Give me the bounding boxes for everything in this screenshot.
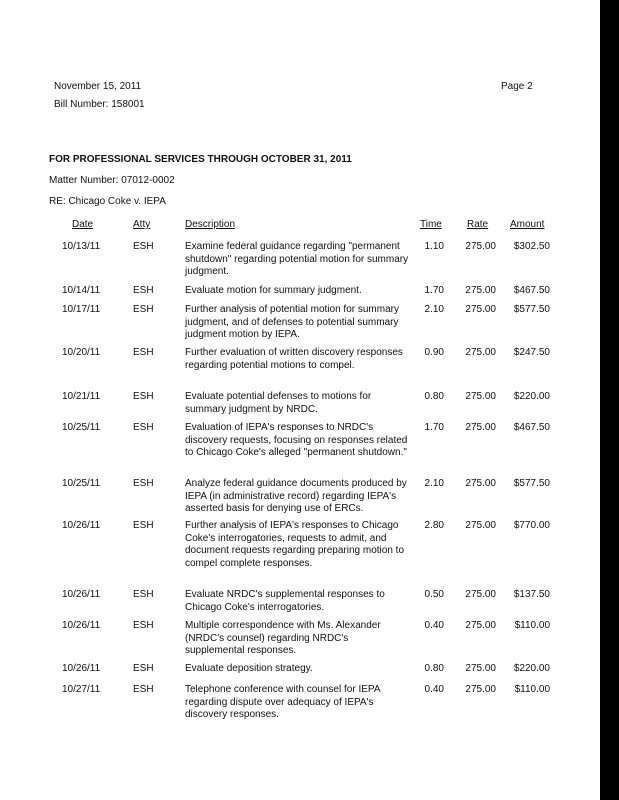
entry-atty: ESH xyxy=(133,285,154,296)
entry-amount: $220.00 xyxy=(513,391,550,402)
entry-description: Evaluate NRDC's supplemental responses to Chicago Coke's interrogatories. xyxy=(185,589,385,613)
entry-atty: ESH xyxy=(133,347,154,358)
bill-number: Bill Number: 158001 xyxy=(54,99,145,110)
entry-description: Evaluate potential defenses to motions for summary judgment by NRDC. xyxy=(185,391,372,415)
entry-rate: 275.00 xyxy=(465,285,496,296)
entry-date: 10/26/11 xyxy=(62,663,101,674)
entry-amount: $577.50 xyxy=(513,478,550,489)
entry-rate: 275.00 xyxy=(465,589,496,600)
entry-time: 0.40 xyxy=(424,684,444,695)
entry-amount: $247.50 xyxy=(513,347,550,358)
entry-time: 2.10 xyxy=(424,478,444,489)
entry-description: Analyze federal guidance documents produced by IEPA (in administrative record) regarding IEPA's asserted basis for denying use of ERCs. xyxy=(185,478,407,514)
entry-amount: $467.50 xyxy=(513,285,550,296)
entry-rate: 275.00 xyxy=(465,684,496,695)
entry-time: 1.70 xyxy=(424,422,444,433)
entry-date: 10/14/11 xyxy=(62,285,101,296)
entry-date: 10/25/11 xyxy=(62,478,101,489)
col-header-rate: Rate xyxy=(467,219,489,230)
col-header-atty: Atty xyxy=(133,219,151,230)
entry-description: Further analysis of IEPA's responses to Chicago Coke's interrogatories, requests to admit, and document requests regarding preparing motion to compel complete responses. xyxy=(185,520,405,569)
page-number: Page 2 xyxy=(501,81,533,92)
section-title: FOR PROFESSIONAL SERVICES THROUGH OCTOBER 31, 2011 xyxy=(49,154,352,165)
matter-number: Matter Number: 07012-0002 xyxy=(49,175,175,186)
entry-time: 0.80 xyxy=(424,663,444,674)
entry-date: 10/20/11 xyxy=(62,347,101,358)
entry-rate: 275.00 xyxy=(465,620,496,631)
col-header-date: Date xyxy=(72,219,94,230)
entry-time: 1.70 xyxy=(424,285,444,296)
entry-time: 2.80 xyxy=(424,520,444,531)
letter-date: November 15, 2011 xyxy=(54,81,142,92)
entry-amount: $467.50 xyxy=(513,422,550,433)
scan-border xyxy=(600,0,619,800)
entry-amount: $110.00 xyxy=(514,620,550,631)
entry-rate: 275.00 xyxy=(465,347,496,358)
entry-rate: 275.00 xyxy=(465,663,496,674)
re-line: RE: Chicago Coke v. IEPA xyxy=(49,196,166,207)
entry-amount: $110.00 xyxy=(514,684,550,695)
entry-date: 10/21/11 xyxy=(62,391,101,402)
entry-atty: ESH xyxy=(133,684,154,695)
entry-rate: 275.00 xyxy=(465,478,496,489)
entry-atty: ESH xyxy=(133,663,154,674)
entry-description: Evaluation of IEPA's responses to NRDC's discovery requests, focusing on responses related to Chicago Coke's alleged "permanent shutdown." xyxy=(185,422,408,458)
entry-time: 0.90 xyxy=(424,347,444,358)
entry-amount: $577.50 xyxy=(513,304,550,315)
entry-time: 1.10 xyxy=(424,241,444,252)
entry-date: 10/26/11 xyxy=(62,520,101,531)
entry-date: 10/17/11 xyxy=(62,304,101,315)
entry-date: 10/25/11 xyxy=(62,422,101,433)
col-header-time: Time xyxy=(420,219,442,230)
entry-atty: ESH xyxy=(133,241,154,252)
entry-time: 0.50 xyxy=(424,589,444,600)
entry-atty: ESH xyxy=(133,478,154,489)
entry-atty: ESH xyxy=(133,391,154,402)
entry-time: 0.40 xyxy=(424,620,444,631)
entry-rate: 275.00 xyxy=(465,520,496,531)
entry-atty: ESH xyxy=(133,304,154,315)
entry-amount: $770.00 xyxy=(513,520,550,531)
entry-amount: $302.50 xyxy=(513,241,550,252)
entry-date: 10/26/11 xyxy=(62,620,101,631)
entry-rate: 275.00 xyxy=(465,241,496,252)
entry-description: Multiple correspondence with Ms. Alexander (NRDC's counsel) regarding NRDC's supplemental responses. xyxy=(185,620,381,656)
col-header-amount: Amount xyxy=(510,219,545,230)
entry-description: Further evaluation of written discovery responses regarding potential motions to compel. xyxy=(185,347,403,371)
entry-atty: ESH xyxy=(133,589,154,600)
entry-description: Further analysis of potential motion for summary judgment, and of defenses to potential summary judgment motion by IEPA. xyxy=(185,304,399,340)
entry-description: Examine federal guidance regarding "permanent shutdown" regarding potential motion for summary judgment. xyxy=(185,241,409,277)
entry-date: 10/26/11 xyxy=(62,589,101,600)
col-header-description: Description xyxy=(185,219,236,230)
entry-date: 10/27/11 xyxy=(62,684,101,695)
entry-description: Evaluate motion for summary judgment. xyxy=(185,285,362,296)
entry-description: Evaluate deposition strategy. xyxy=(185,663,313,674)
entry-amount: $137.50 xyxy=(513,589,550,600)
entry-amount: $220.00 xyxy=(513,663,550,674)
entry-atty: ESH xyxy=(133,620,154,631)
entry-rate: 275.00 xyxy=(465,391,496,402)
entry-rate: 275.00 xyxy=(465,422,496,433)
entry-time: 0.80 xyxy=(424,391,444,402)
entry-atty: ESH xyxy=(133,422,154,433)
entry-time: 2.10 xyxy=(424,304,444,315)
entry-atty: ESH xyxy=(133,520,154,531)
entry-description: Telephone conference with counsel for IEPA regarding dispute over adequacy of IEPA's discovery responses. xyxy=(185,684,380,720)
entry-date: 10/13/11 xyxy=(62,241,101,252)
entry-rate: 275.00 xyxy=(465,304,496,315)
